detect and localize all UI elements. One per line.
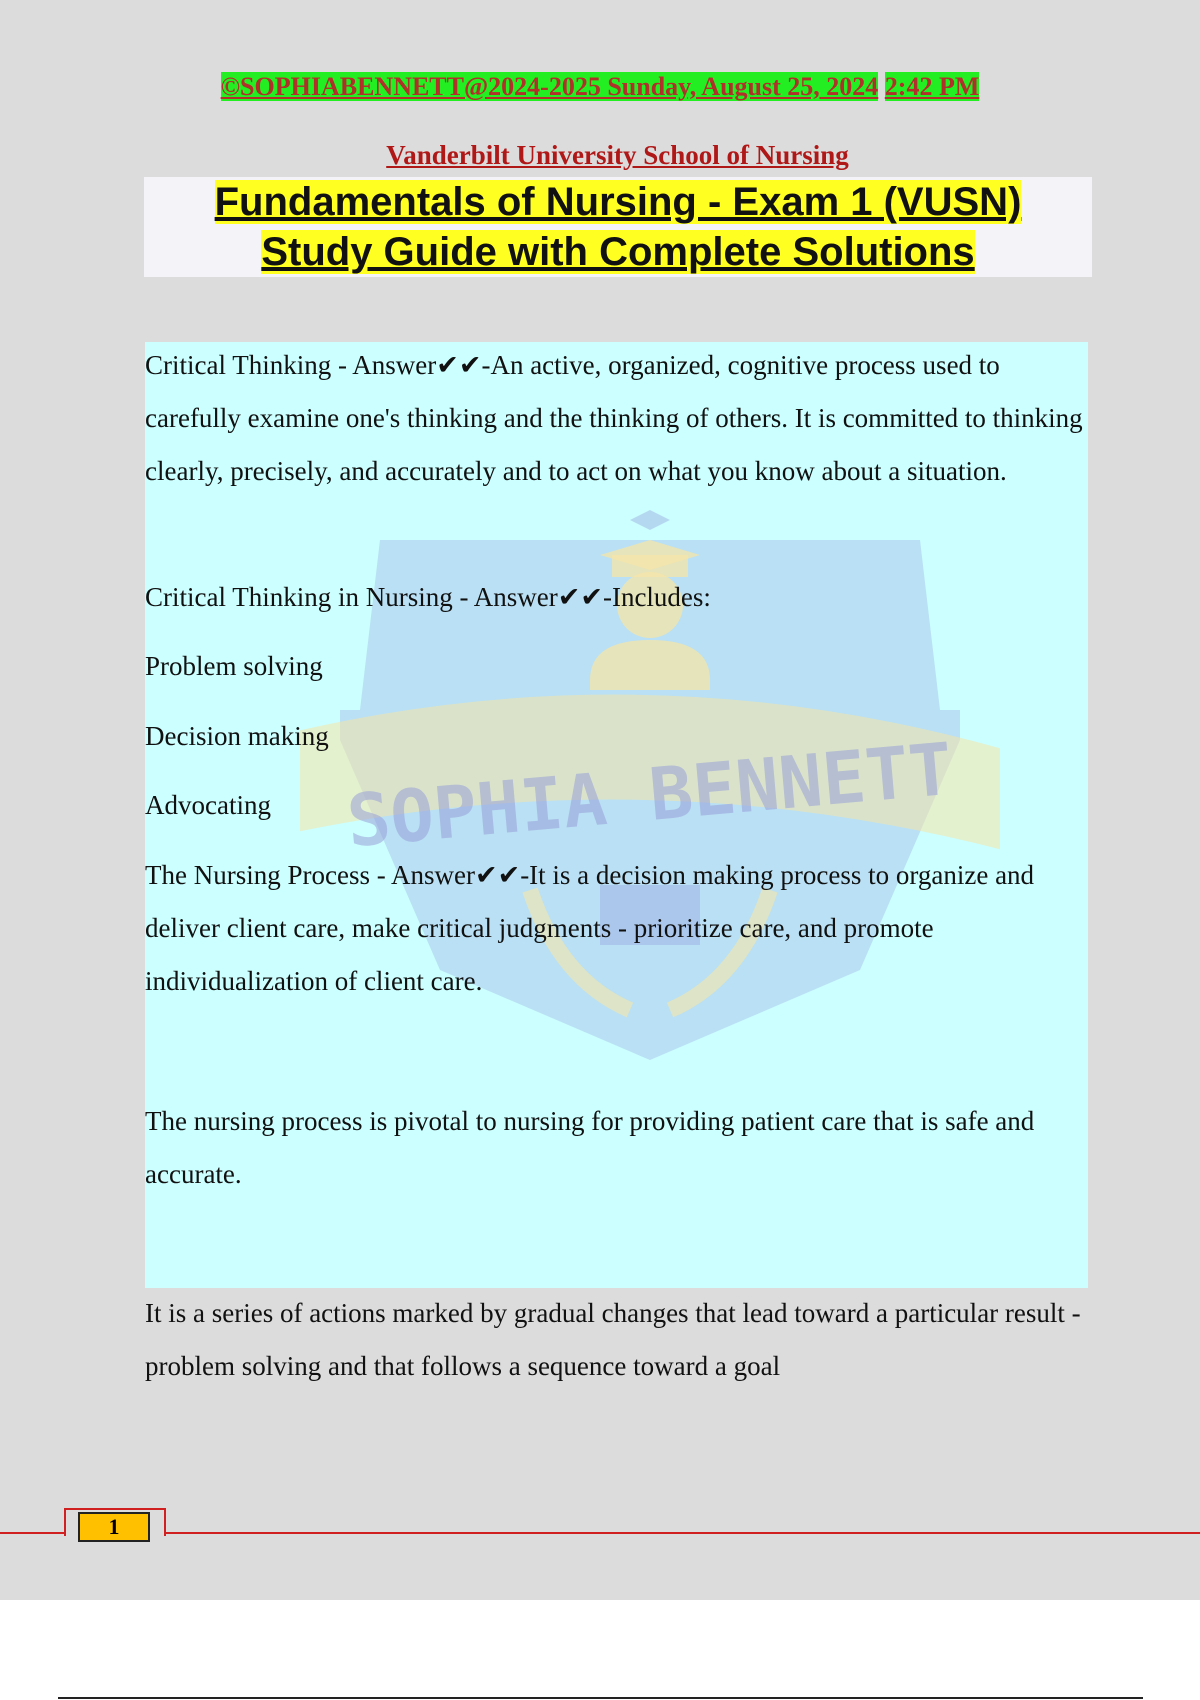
- school-name: Vanderbilt University School of Nursing: [386, 140, 849, 170]
- page-bottom-rule: [58, 1697, 1143, 1699]
- para-series-of-actions: It is a series of actions marked by gradual changes that lead toward a particular result - problem solving and that follows a sequence toward a goal: [145, 1298, 1081, 1381]
- page-number: 1: [78, 1512, 150, 1542]
- copyright-header: [0, 72, 1200, 102]
- watermark-text: SOPHIA BENNETT: [343, 726, 956, 864]
- para-nursing-process: The Nursing Process - Answer✔✔-It is a decision making process to organize and deliver client care, make critical judgments - prioritize care, and promote individualization of client care.: [145, 860, 1035, 996]
- list-item-decision-making: Decision making: [145, 721, 329, 751]
- title-line-2: Study Guide with Complete Solutions: [261, 230, 975, 274]
- header-time: 2:42 PM: [884, 72, 980, 101]
- list-item-problem-solving: Problem solving: [145, 651, 323, 681]
- document-title: [144, 177, 1092, 277]
- para-critical-thinking-nursing: Critical Thinking in Nursing - Answer✔✔-Includes:: [145, 582, 711, 612]
- para-critical-thinking: Critical Thinking - Answer✔✔-An active, organized, cognitive process used to carefully examine one's thinking and the thinking of others. It is committed to thinking clearly, precisely, and accurately and to act on what you know about a situation.: [145, 350, 1083, 486]
- copyright-text: ©SOPHIABENNETT@2024-2025 Sunday, August 25, 2024: [220, 72, 879, 101]
- list-item-advocating: Advocating: [145, 790, 271, 820]
- para-nursing-process-pivotal: The nursing process is pivotal to nursing for providing patient care that is safe and accurate.: [145, 1106, 1035, 1189]
- footer-rule: [0, 1532, 1200, 1534]
- title-line-1: Fundamentals of Nursing - Exam 1 (VUSN): [214, 180, 1022, 224]
